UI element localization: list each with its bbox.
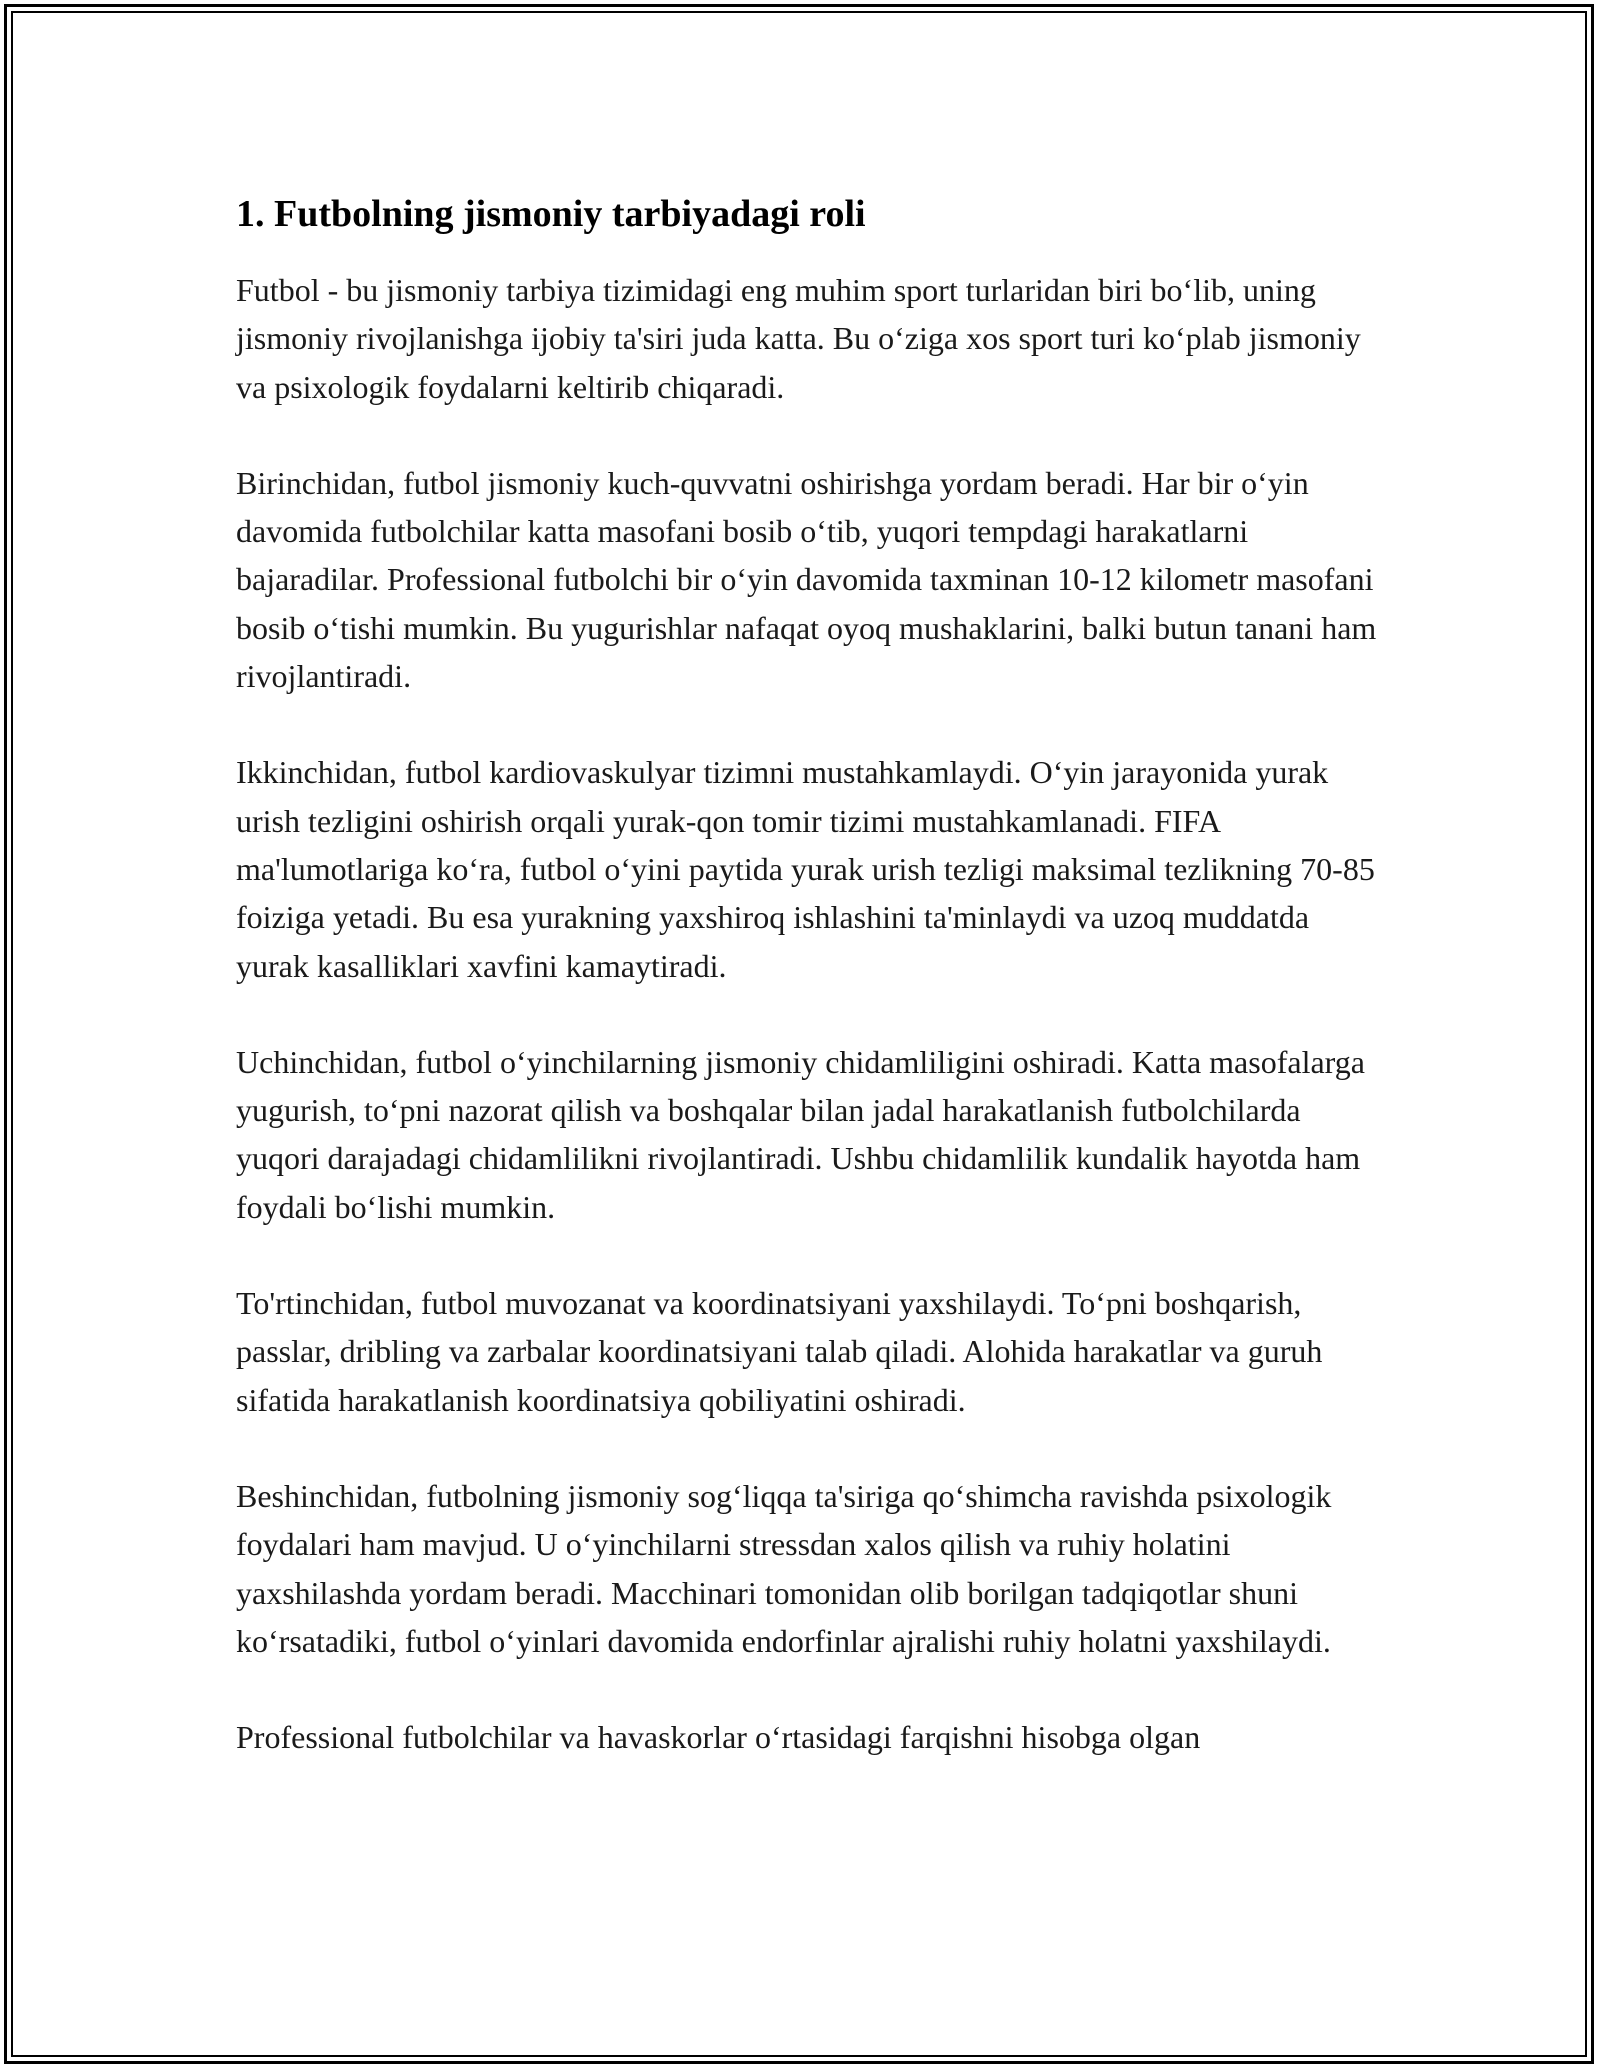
paragraph-continued: Professional futbolchilar va havaskorlar o‘rtasidagi farqishni hisobga olgan bbox=[236, 1719, 1201, 1756]
paragraph-fifth: Beshinchidan, futbolning jismoniy sog‘liqqa ta'siriga qo‘shimcha ravishda psixologik foydalari ham mavjud. U o‘yinchilarni stressdan xalos qilish va ruhiy holatini yaxshilashda yordam beradi. Macchinari tomonidan olib borilgan tadqiqotlar shuni ko‘rsatadiki, futbol o‘yinlari davomida endorfinlar ajralishi ruhiy holatni yaxshilaydi. bbox=[236, 1477, 1332, 1659]
paragraph-second: Ikkinchidan, futbol kardiovaskulyar tizimni mustahkamlaydi. O‘yin jarayonida yurak urish tezligini oshirish orqali yurak-qon tomir tizimi mustahkamlanadi. FIFA ma'lumotlariga ko‘ra, futbol o‘yini paytida yurak urish tezligi maksimal tezlikning 70-85 foiziga yetadi. Bu esa yurakning yaxshiroq ishlashini ta'minlaydi va uzoq muddatda yurak kasalliklari xavfini kamaytiradi. bbox=[236, 754, 1375, 984]
paragraph-fourth: To'rtinchidan, futbol muvozanat va koordinatsiyani yaxshilaydi. To‘pni boshqarish, passlar, dribling va zarbalar koordinatsiyani talab qiladi. Alohida harakatlar va guruh sifatida harakatlanish koordinatsiya qobiliyatini oshiradi. bbox=[236, 1285, 1323, 1418]
paragraph-intro: Futbol - bu jismoniy tarbiya tizimidagi eng muhim sport turlaridan biri bo‘lib, uning jismoniy rivojlanishga ijobiy ta'siri juda katta. Bu o‘ziga xos sport turi ko‘plab jismoniy va psixologik foydalarni keltirib chiqaradi. bbox=[236, 272, 1361, 405]
paragraph-first: Birinchidan, futbol jismoniy kuch-quvvatni oshirishga yordam beradi. Har bir o‘yin davomida futbolchilar katta masofani bosib o‘tib, yuqori tempdagi harakatlarni bajaradilar. Professional futbolchi bir o‘yin davomida taxminan 10-12 kilometr masofani bosib o‘tishi mumkin. Bu yugurishlar nafaqat oyoq mushaklarini, balki butun tanani ham rivojlantiradi. bbox=[236, 464, 1377, 695]
document-body bbox=[236, 188, 1386, 1809]
section-heading: 1. Futbolning jismoniy tarbiyadagi roli bbox=[236, 193, 866, 235]
paragraph-third: Uchinchidan, futbol o‘yinchilarning jismoniy chidamliligini oshiradi. Katta masofalarga yugurish, to‘pni nazorat qilish va boshqalar bilan jadal harakatlanish futbolchilarda yuqori darajadagi chidamlilikni rivojlantiradi. Ushbu chidamlilik kundalik hayotda ham foydali bo‘lishi mumkin. bbox=[236, 1043, 1365, 1225]
